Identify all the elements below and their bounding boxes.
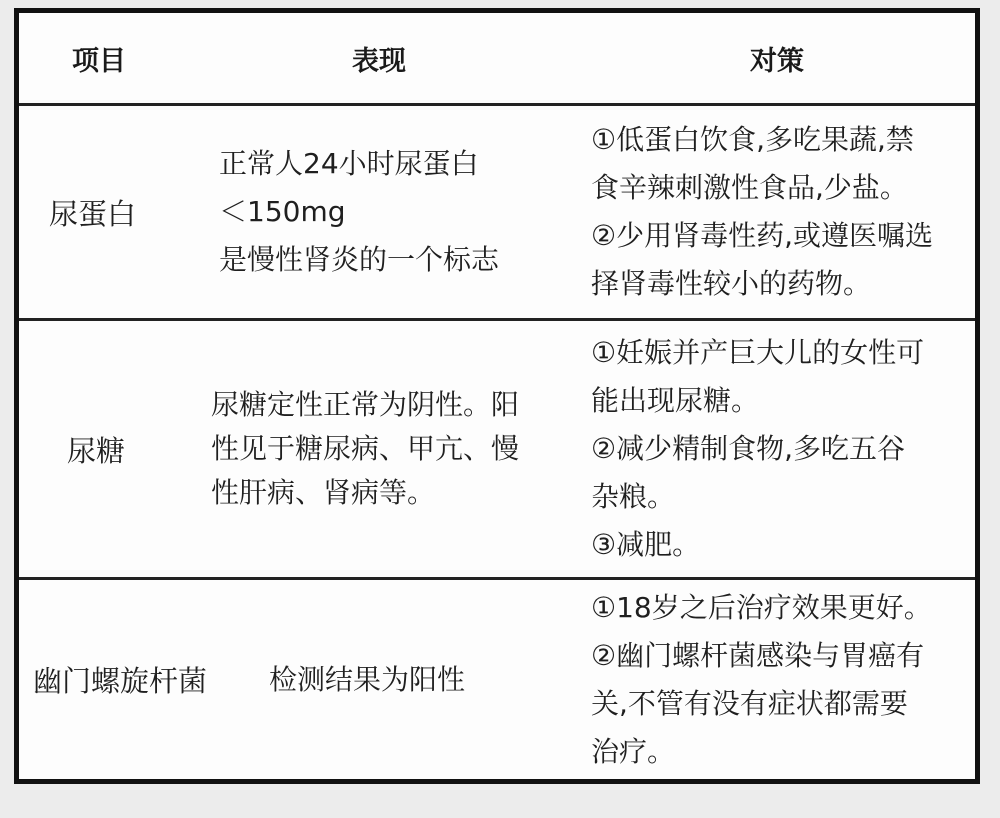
header-item: 项目 — [72, 45, 126, 77]
symptom-cell — [189, 106, 579, 318]
table-row-urine-sugar — [19, 321, 975, 580]
measure-line: 杂粮。 — [591, 480, 676, 513]
measure-line: ①18岁之后治疗效果更好。 — [591, 590, 932, 624]
symptom-cell — [189, 580, 579, 779]
table-row-h-pylori — [19, 580, 975, 779]
header-symptom: 表现 — [352, 45, 406, 77]
symptom-line: ＜150mg — [219, 195, 346, 228]
measure-line: 关,不管有没有症状都需要 — [591, 686, 908, 720]
measure-line: ①低蛋白饮食,多吃果蔬,禁 — [591, 123, 914, 156]
measure-line: ②幽门螺杆菌感染与胃癌有 — [591, 638, 925, 672]
measure-cell — [579, 321, 975, 577]
measure-line: ②少用肾毒性药,或遵医嘱选 — [591, 219, 934, 252]
measure-cell — [579, 580, 975, 779]
header-measure: 对策 — [750, 45, 804, 77]
measure-cell — [579, 106, 975, 318]
measure-line: 食辛辣刺激性食品,少盐。 — [591, 171, 908, 204]
symptom-line: 性肝病、肾病等。 — [211, 476, 436, 509]
item-label: 幽门螺旋杆菌 — [33, 664, 208, 698]
measure-line: ②减少精制食物,多吃五谷 — [591, 432, 906, 465]
symptom-line: 检测结果为阳性 — [269, 662, 466, 696]
symptom-cell — [189, 321, 579, 577]
table-row-urine-protein — [19, 106, 975, 321]
symptom-line: 性见于糖尿病、甲亢、慢 — [211, 432, 520, 465]
measure-line: ③减肥。 — [591, 528, 701, 561]
measure-line: 择肾毒性较小的药物。 — [591, 267, 872, 300]
measure-line: 治疗。 — [591, 734, 676, 768]
symptom-line: 正常人24小时尿蛋白 — [219, 147, 479, 180]
item-label: 尿蛋白 — [49, 196, 137, 231]
measure-line: ①妊娠并产巨大儿的女性可 — [591, 336, 925, 369]
measure-line: 能出现尿糖。 — [591, 384, 760, 417]
table-header-row — [19, 13, 975, 106]
symptom-line: 尿糖定性正常为阴性。阳 — [211, 388, 520, 421]
health-table — [14, 8, 980, 784]
symptom-line: 是慢性肾炎的一个标志 — [219, 243, 500, 276]
item-label: 尿糖 — [67, 433, 126, 468]
